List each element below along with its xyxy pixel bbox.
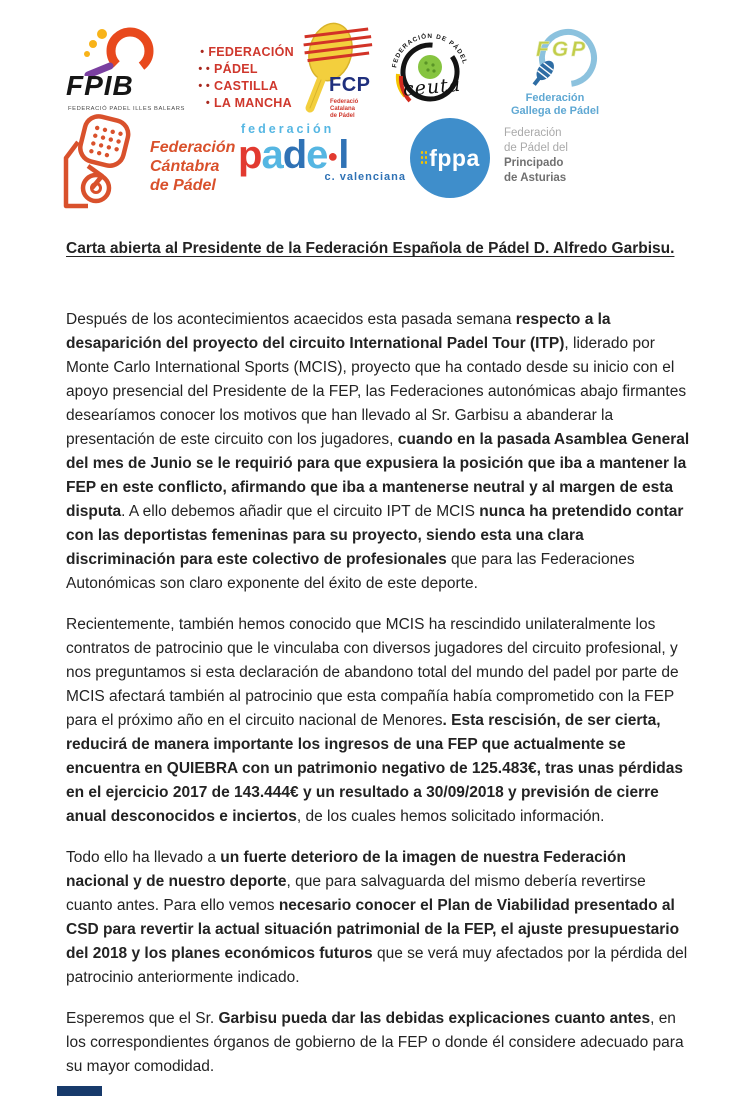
padel-letter: a	[261, 133, 283, 177]
fgp-logo	[492, 28, 620, 128]
bullet-icon: • •	[198, 63, 210, 75]
letter-body	[66, 240, 690, 1096]
fppa-caption-line: de Pádel del	[504, 142, 568, 154]
clm-line	[184, 95, 294, 112]
ceuta-arc-text: FEDERACIÓN DE PÁDEL	[391, 32, 469, 69]
clm-line	[184, 78, 294, 95]
paragraph-segment: cuando en la pasada Asamblea General del mes de Junio se le requirió para que expusiera la posición que iba a mantener la FEP en este conflicto, afirmando que iba a mantenerse neutral y al margen de esta disputa	[66, 431, 690, 520]
ceuta-script-text: ceuta	[402, 73, 462, 101]
fppa-caption-line: de Asturias	[504, 172, 567, 184]
castilla-la-mancha-logo	[184, 44, 294, 112]
paragraph-segment: nunca ha pretendido contar con las deportistas femeninas para su proyecto, siendo esta una clara discriminación para este colectivo de profesionales	[66, 503, 684, 568]
padel-letter: e	[306, 133, 328, 177]
padel-letter: ●	[327, 146, 339, 166]
paragraph-segment: que para las Federaciones Autonómicas son claro exponente del éxito de este deporte.	[66, 551, 635, 592]
fcp-caption-line: de Pádel	[330, 113, 355, 119]
paragraph	[66, 846, 690, 990]
fppa-dots-icon	[420, 150, 427, 166]
paragraph-segment: , en los correspondientes órganos de gobierno de la FEP o donde él considere adecuado para su mayor comodidad.	[66, 1010, 684, 1075]
paragraph-segment: , de los cuales hemos solicitado información.	[296, 808, 605, 825]
padel-letter: l	[338, 133, 349, 177]
fpib-logo	[60, 26, 185, 118]
paragraph	[66, 308, 690, 596]
cantabra-caption-line: Cántabra	[150, 158, 220, 175]
valenciana-region-text: c. valenciana	[324, 171, 406, 183]
bullet-icon: •	[205, 97, 210, 109]
fcp-caption-line: Federació Catalana	[330, 99, 359, 112]
fppa-circle-icon	[410, 118, 490, 198]
bullet-icon: • •	[198, 80, 210, 92]
ceuta-racket-icon	[383, 24, 477, 116]
fgp-caption-line: Federación	[525, 92, 585, 104]
fgp-abbr: FGP	[536, 38, 589, 61]
cantabra-caption-line: Federación	[150, 139, 236, 156]
letter-title: Carta abierta al Presidente de la Federación Española de Pádel D. Alfredo Garbisu.	[66, 240, 675, 257]
clm-line-label: PÁDEL	[214, 62, 258, 76]
fppa-caption-line: Federación	[504, 127, 562, 139]
fpib-caption: FEDERACIÓ PADEL ILLES BALEARS	[68, 106, 185, 112]
fgp-crescent-icon	[492, 28, 620, 92]
paragraph-segment: , que para salvaguarda del mismo debería revertirse cuanto antes. Para ello vemos	[66, 873, 646, 914]
paragraph-segment: . Esta rescisión, de ser cierta, reducirá de manera importante los ingresos de una FEP que actualmente se encuentra en QUIEBRA con un patrimonio negativo de 125.483€, tras unas pérdidas en el ejercicio 2017 de 143.444€ y un resultado a 30/09/2018 y previsión de cierre anual desconocidos e inciertos	[66, 712, 684, 825]
padel-letter: p	[238, 133, 262, 177]
fppa-caption	[504, 126, 568, 186]
fcp-logo	[286, 20, 378, 124]
letter-paragraphs	[66, 308, 690, 1079]
paragraph-segment: Esperemos que el Sr.	[66, 1010, 219, 1027]
valenciana-logo	[238, 122, 406, 202]
paragraph-segment: respecto a la desaparición del proyecto del circuito International Padel Tour (ITP)	[66, 311, 611, 352]
clm-line	[184, 44, 294, 61]
valenciana-federacion-text: federación	[241, 122, 335, 136]
cantabra-logo	[58, 114, 242, 218]
paragraph-segment: . A ello debemos añadir que el circuito IPT de MCIS	[121, 503, 480, 520]
paragraph-segment: necesario conocer el Plan de Viabilidad presentado al CSD para revertir la actual situación patrimonial de la FEP, el ajuste presupuestario del 2018 y los planes económicos futuros	[66, 897, 680, 962]
paragraph-segment: Garbisu pueda dar las debidas explicaciones cuanto antes	[218, 1010, 651, 1027]
fcp-abbr: FCP	[329, 74, 371, 96]
fppa-abbr: fppa	[429, 144, 480, 171]
fgp-caption-line: Gallega de Pádel	[510, 105, 600, 117]
paragraph-segment: Recientemente, también hemos conocido que MCIS ha rescindido unilateralmente los contratos de patrocinio que le vinculaba con diversos jugadores del circuito profesional, y nos preguntamos si esta declaración de abandono total del mundo del padel por parte de MCIS afectará también al patrocinio que esta compañía había comprometido con la FEP para el próximo año en el circuito nacional de Menores	[66, 616, 679, 729]
bullet-icon: •	[200, 46, 205, 58]
paragraph-segment: Después de los acontecimientos acaecidos esta pasada semana	[66, 311, 516, 328]
fppa-logo	[410, 116, 582, 214]
fppa-caption-line: Principado	[504, 157, 564, 169]
cantabra-caption	[150, 138, 235, 195]
padel-letter: d	[282, 133, 307, 177]
fgp-caption	[496, 92, 614, 118]
clm-line-label: CASTILLA	[214, 79, 279, 93]
cantabra-racket-icon	[58, 114, 146, 218]
paragraph-segment: un fuerte deterioro de la imagen de nuestra Federación nacional y de nuestro deporte	[66, 849, 626, 890]
paragraph-segment: Todo ello ha llevado a	[66, 849, 221, 866]
paragraph	[66, 1007, 690, 1079]
paragraph-segment: , liderado por Monte Carlo International Sports (MCIS), proyecto que ha contado desde su inicio con el apoyo presencial del Presidente de la FEP, las Federaciones autonómicas abajo firmantes desearíamos conocer los motivos que han llevado al Sr. Garbisu a abanderar la presentación de este circuito con los jugadores,	[66, 335, 687, 448]
fpib-abbr: FPIB	[66, 70, 134, 101]
fcp-caption	[330, 99, 378, 120]
cantabra-caption-line: de Pádel	[150, 177, 216, 194]
clm-line-label: FEDERACIÓN	[208, 45, 294, 59]
cropped-bottom-element	[57, 1086, 102, 1096]
ceuta-federation-logo	[383, 24, 477, 116]
clm-line	[184, 61, 294, 78]
clm-line-label: LA MANCHA	[214, 96, 292, 110]
paragraph	[66, 613, 690, 829]
fpib-racket-icon	[66, 26, 174, 76]
paragraph-segment: que se verá muy afectados por la pérdida del patrocinio anteriormente indicado.	[66, 945, 688, 986]
